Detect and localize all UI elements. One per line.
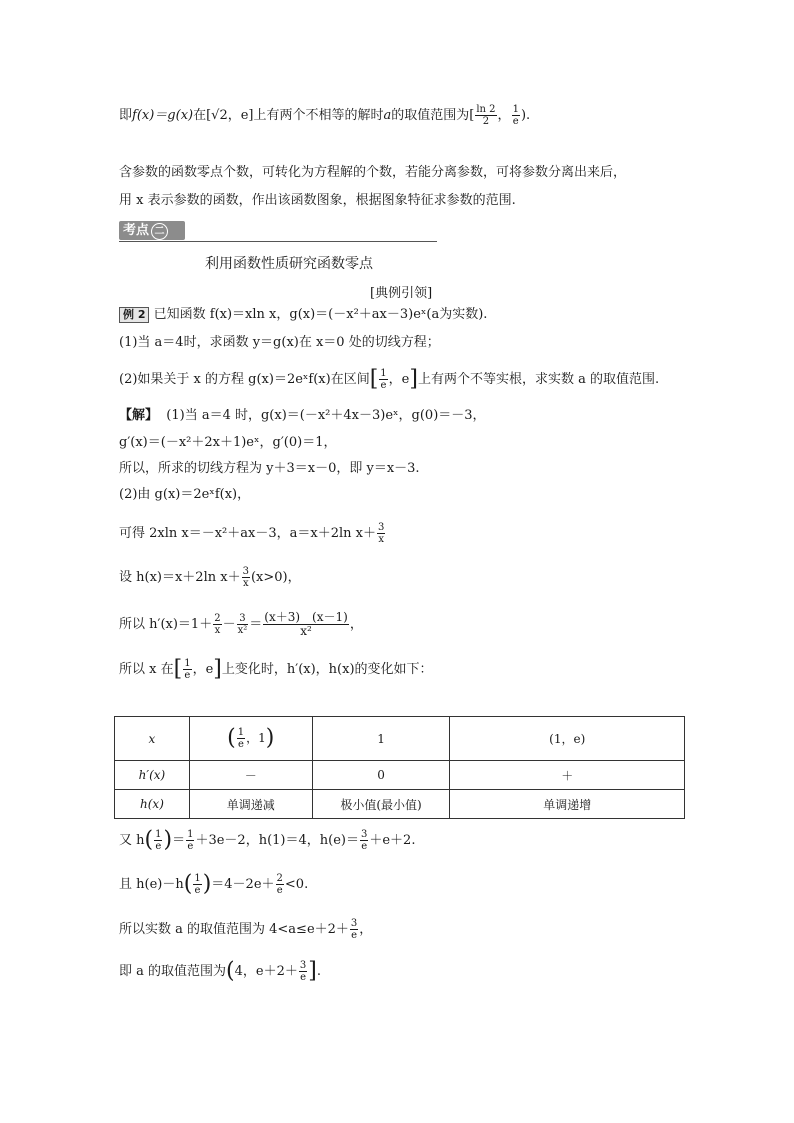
example-q1: (1)当 a＝4时，求函数 y＝g(x)在 x＝0 处的切线方程；	[119, 335, 440, 350]
solution-line-1: 【解】 (1)当 a＝4 时，g(x)＝(－x²＋4x－3)eˣ，g(0)＝－3，	[119, 408, 486, 423]
text: 即	[119, 108, 133, 123]
text: f(x)＝g(x)	[132, 108, 194, 123]
table-row	[115, 761, 685, 790]
fraction: $\frac{\ln 2}{2}$	[476, 104, 496, 127]
text: 的取值范围为[	[391, 108, 475, 123]
table-cell: h(x)	[115, 790, 190, 819]
table-cell: ＋	[450, 761, 685, 790]
table-cell: x	[115, 717, 190, 761]
table-cell: 0	[312, 761, 450, 790]
table-row	[115, 717, 685, 761]
text: a	[383, 108, 392, 123]
circle-number-icon: 二	[151, 223, 168, 240]
example-statement	[119, 305, 487, 325]
table-cell: 单调递减	[189, 790, 312, 819]
section-divider	[119, 241, 437, 242]
text: 在[√2，e]上有两个不相等的解时	[193, 108, 384, 123]
solution-line-2: g′(x)＝(－x²＋2x＋1)eˣ，g′(0)＝1，	[119, 435, 337, 450]
solution-line-4: (2)由 g(x)＝2eˣf(x)，	[119, 487, 251, 502]
fraction: $\frac{1}{e}$	[512, 104, 519, 127]
after-line-3: 所以实数 a 的取值范围为 4<a≤e＋2＋ $\frac{3}{e}$ ，	[119, 918, 373, 941]
table-cell: ( $\frac{1}{e}$ ，1)	[189, 717, 312, 761]
solution-label: 【解】	[119, 408, 159, 423]
intro-line: 即f(x)＝g(x)在[√2，e]上有两个不相等的解时a的取值范围为[ $\frac{\ln 2}{2}$ ， $\frac{1}{e}$ ).	[119, 104, 531, 127]
table-cell: －	[189, 761, 312, 790]
after-line-1: 又 h( $\frac{1}{e}$ )＝ $\frac{1}{e}$ ＋3e－2，h(1)＝4，h(e)＝ $\frac{3}{e}$ ＋e＋2.	[119, 827, 416, 853]
after-line-2: 且 h(e)－h( $\frac{1}{e}$ )＝4－2e＋ $\frac{2}{e}$ <0.	[119, 871, 309, 897]
after-line-4: 即 a 的取值范围为(4，e＋2＋ $\frac{3}{e}$ ].	[119, 958, 321, 984]
table-cell: (1，e)	[450, 717, 685, 761]
solution-line-3: 所以，所求的切线方程为 y＋3＝x－0，即 y＝x－3.	[119, 461, 420, 476]
table-cell: 极小值(最小值)	[312, 790, 450, 819]
section-badge: 考点 二	[119, 221, 185, 240]
example-badge: 例 2	[119, 307, 149, 323]
section-title: 利用函数性质研究函数零点	[205, 256, 373, 272]
section-subtitle: [典例引领]	[370, 286, 433, 301]
table-cell: h′(x)	[115, 761, 190, 790]
example-q2: (2)如果关于 x 的方程 g(x)＝2eˣf(x)在区间[ $\frac{1}{e}$ ，e]上有两个不等实根，求实数 a 的取值范围.	[119, 366, 660, 392]
solution-line-6: 设 h(x)＝x＋2ln x＋ $\frac{3}{x}$ (x>0)，	[119, 566, 301, 589]
solution-line-7: 所以 h′(x)＝1＋ $\frac{2}{x}$ － $\frac{3}{\text{x²}}$ ＝ $\frac{(x+3) (x-1)}{\text{x²}}$ ，	[119, 610, 363, 638]
solution-line-5: 可得 2xln x＝－x²＋ax－3，a＝x＋2ln x＋ $\frac{3}{x}$	[119, 522, 385, 545]
note-line-2: 用 x 表示参数的函数，作出该函数图象，根据图象特征求参数的范围.	[119, 193, 516, 208]
text: 已知函数 f(x)＝xln x，g(x)＝(－x²＋ax－3)eˣ(a为实数).	[153, 307, 488, 322]
table-cell: 单调递增	[450, 790, 685, 819]
note-line-1: 含参数的函数零点个数，可转化为方程解的个数，若能分离参数，可将参数分离出来后，	[119, 165, 627, 180]
solution-line-8: 所以 x 在[ $\frac{1}{e}$ ，e]上变化时，h′(x)，h(x)的变化如下：	[119, 656, 433, 682]
variation-table	[114, 716, 685, 819]
table-cell: 1	[312, 717, 450, 761]
table-row	[115, 790, 685, 819]
